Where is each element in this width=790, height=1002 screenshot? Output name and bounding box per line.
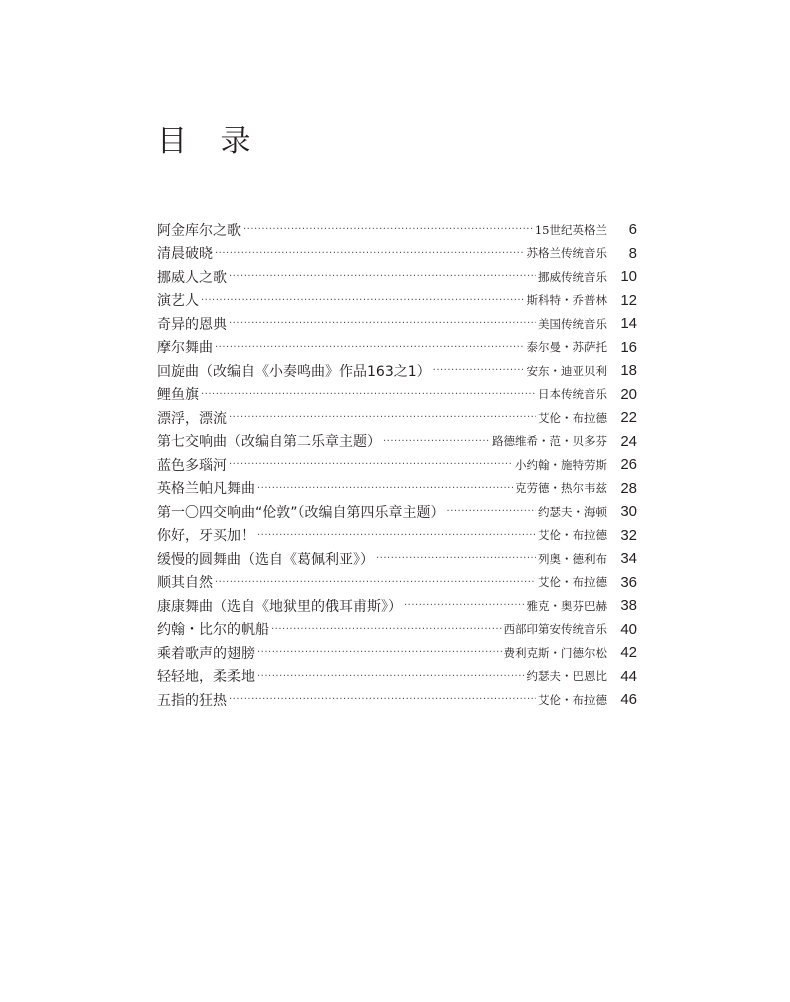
toc-entry [157, 641, 637, 665]
page-title: 目 录 [157, 124, 263, 159]
toc-entry [157, 265, 637, 289]
toc-entry [157, 688, 637, 712]
entry-page-number: 26 [620, 456, 637, 474]
dot-leader [229, 694, 536, 705]
toc-entry [157, 500, 637, 524]
entry-composer: 艾伦・布拉德 [538, 692, 607, 707]
toc-entry [157, 524, 637, 548]
dot-leader [201, 389, 536, 400]
dot-leader [215, 342, 525, 353]
entry-composer: 路德维希・范・贝多芬 [492, 434, 607, 449]
entry-title: 清晨破晓 [157, 246, 213, 263]
dot-leader [447, 506, 536, 517]
entry-composer: 约瑟夫・海顿 [538, 504, 607, 519]
entry-composer: 列奥・德利布 [538, 551, 607, 566]
toc-entry [157, 594, 637, 618]
entry-page-number: 10 [620, 268, 637, 286]
entry-composer: 费利克斯・门德尔松 [503, 645, 607, 660]
entry-composer: 克劳德・热尔韦兹 [515, 481, 607, 496]
entry-composer: 艾伦・布拉德 [538, 528, 607, 543]
entry-page-number: 28 [620, 479, 637, 497]
toc-entry [157, 430, 637, 454]
toc-entry [157, 383, 637, 407]
dot-leader [271, 624, 502, 635]
dot-leader [404, 600, 525, 611]
entry-page-number: 22 [620, 409, 637, 427]
dot-leader [229, 271, 536, 282]
dot-leader [229, 318, 536, 329]
entry-title: 摩尔舞曲 [157, 340, 213, 357]
entry-title: 康康舞曲（选自《地狱里的俄耳甫斯》） [157, 598, 402, 615]
entry-page-number: 8 [628, 244, 637, 262]
toc-entry [157, 242, 637, 266]
dot-leader [243, 224, 533, 235]
entry-composer: 西部印第安传统音乐 [503, 622, 607, 637]
toc-entry [157, 453, 637, 477]
entry-title: 五指的狂热 [157, 692, 227, 709]
dot-leader [383, 436, 490, 447]
entry-composer: 小约翰・施特劳斯 [515, 457, 607, 472]
toc-entry [157, 336, 637, 360]
entry-composer: 艾伦・布拉德 [538, 410, 607, 425]
dot-leader [433, 365, 525, 376]
entry-title: 第七交响曲（改编自第二乐章主题） [157, 434, 381, 451]
toc-entry [157, 312, 637, 336]
entry-page-number: 34 [620, 550, 637, 568]
toc-entry [157, 618, 637, 642]
dot-leader [215, 248, 525, 259]
entry-title: 乘着歌声的翅膀 [157, 645, 255, 662]
entry-title: 缓慢的圆舞曲（选自《葛佩利亚》） [157, 551, 374, 568]
entry-title: 顺其自然 [157, 575, 213, 592]
entry-page-number: 20 [620, 385, 637, 403]
entry-page-number: 6 [628, 221, 637, 239]
entry-title: 蓝色多瑙河 [157, 457, 227, 474]
toc-entry [157, 665, 637, 689]
entry-title: 奇异的恩典 [157, 316, 227, 333]
toc-entry [157, 477, 637, 501]
entry-page-number: 14 [620, 315, 637, 333]
entry-composer: 雅克・奥芬巴赫 [526, 598, 607, 613]
entry-title: 阿金库尔之歌 [157, 222, 241, 239]
entry-composer: 约瑟夫・巴恩比 [526, 669, 607, 684]
entry-title: 你好，牙买加！ [157, 528, 255, 545]
entry-page-number: 16 [620, 338, 637, 356]
entry-composer: 安东・迪亚贝利 [526, 363, 607, 378]
dot-leader [257, 671, 525, 682]
entry-title: 演艺人 [157, 293, 199, 310]
entry-page-number: 12 [620, 291, 637, 309]
toc-entry [157, 218, 637, 242]
entry-page-number: 32 [620, 526, 637, 544]
entry-title: 约翰・比尔的帆船 [157, 622, 269, 639]
entry-composer: 泰尔曼・苏萨托 [526, 340, 607, 355]
entry-composer: 艾伦・布拉德 [538, 575, 607, 590]
entry-title: 漂浮，漂流 [157, 410, 227, 427]
entry-title: 鲤鱼旗 [157, 387, 199, 404]
dot-leader [257, 483, 513, 494]
toc-entry [157, 571, 637, 595]
dot-leader [201, 295, 525, 306]
toc-entry [157, 547, 637, 571]
dot-leader [257, 530, 536, 541]
entry-page-number: 38 [620, 597, 637, 615]
dot-leader [257, 647, 502, 658]
entry-page-number: 30 [620, 503, 637, 521]
dot-leader [376, 553, 536, 564]
dot-leader [215, 577, 536, 588]
entry-page-number: 18 [620, 362, 637, 380]
toc-entry [157, 359, 637, 383]
toc-entry [157, 406, 637, 430]
entry-composer: 挪威传统音乐 [538, 269, 607, 284]
entry-title: 挪威人之歌 [157, 269, 227, 286]
table-of-contents [157, 218, 637, 712]
dot-leader [229, 412, 536, 423]
entry-page-number: 36 [620, 573, 637, 591]
entry-title: 轻轻地，柔柔地 [157, 669, 255, 686]
entry-page-number: 44 [620, 667, 637, 685]
entry-page-number: 46 [620, 691, 637, 709]
entry-page-number: 42 [620, 644, 637, 662]
toc-entry [157, 289, 637, 313]
entry-title: 第一〇四交响曲“伦敦”（改编自第四乐章主题） [157, 504, 445, 521]
entry-page-number: 40 [620, 620, 637, 638]
entry-title: 英格兰帕凡舞曲 [157, 481, 255, 498]
entry-title: 回旋曲（改编自《小奏鸣曲》作品163之1） [157, 363, 431, 380]
entry-composer: 15世纪英格兰 [534, 222, 607, 237]
entry-composer: 斯科特・乔普林 [526, 293, 607, 308]
entry-composer: 美国传统音乐 [538, 316, 607, 331]
dot-leader [229, 459, 513, 470]
entry-composer: 日本传统音乐 [538, 387, 607, 402]
entry-page-number: 24 [620, 432, 637, 450]
entry-composer: 苏格兰传统音乐 [526, 246, 607, 261]
